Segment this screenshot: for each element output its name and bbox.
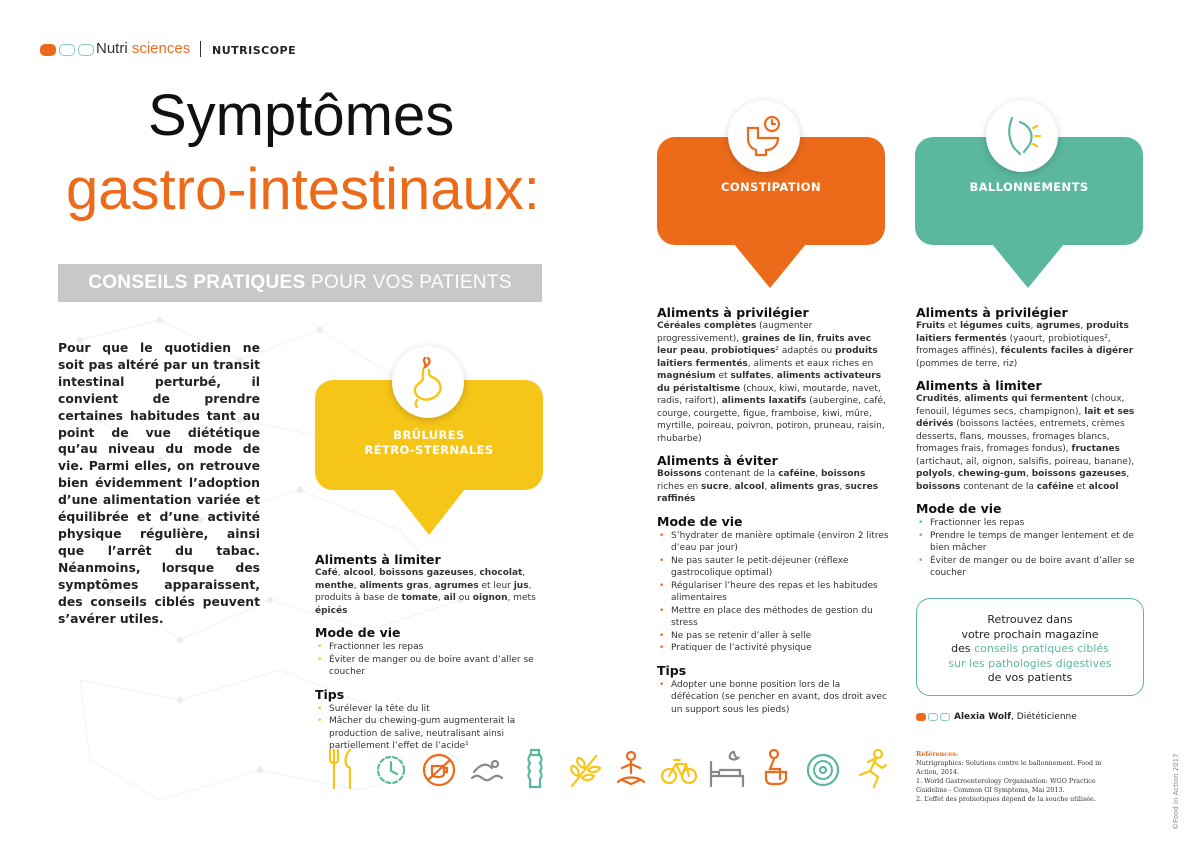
brulures-heading-lifestyle: Mode de vie [315, 625, 401, 640]
toilet-icon [756, 746, 794, 792]
author-logo-icon [916, 713, 950, 721]
bold-text: boissons [916, 481, 961, 492]
bold-text: sulfates [730, 371, 772, 381]
author: Alexia Wolf, Diététicienne [916, 712, 1077, 722]
runner-icon [852, 746, 890, 792]
text: et [715, 371, 731, 381]
text: , aliments et eaux riches en [747, 358, 874, 369]
list-item: • Régulariser l’heure des repas et les habitudes alimentaires [657, 580, 889, 605]
rich-text [916, 321, 1133, 369]
text: , [353, 580, 360, 591]
intro-paragraph: Pour que le quotidien ne soit pas altéré par un transit intestinal perturbé, il convient de prendre certaines habitudes tant au point de vue diététique qu’au niveau du mode de vie. Parmi elles, on retrouve bien évidemment l’adoption d’une alimentation variée et équilibrée et d’une activité physique régulière, ainsi que l’arrêt du tabac. Néanmoins, lorsque des symptômes apparaissent, des conseils ciblés peuvent s’avérer utiles. [58, 340, 260, 626]
ballonnements-lifestyle-list [916, 517, 1146, 580]
text: , [811, 333, 818, 344]
bold-text: menthe [315, 580, 354, 591]
bold-text: ail [443, 593, 456, 603]
list-item: • Mâcher du chewing-gum augmenterait la production de salive, neutralisant ainsi partiellement l’effet de l’acide¹ [315, 715, 547, 753]
text: , [473, 568, 480, 578]
bed-icon [708, 746, 746, 792]
brulures-heading-limit: Aliments à limiter [315, 552, 441, 567]
ballonnements-heading-prefer: Aliments à privilégier [916, 305, 1068, 320]
text: , mets [507, 593, 536, 603]
water-bottle-icon [516, 746, 554, 792]
text: riches en [657, 481, 702, 492]
brulures-advice [315, 552, 547, 761]
text: et [1073, 481, 1089, 492]
bold-text: légumes cuits [959, 321, 1031, 331]
brulures-lifestyle-list [315, 641, 547, 679]
bold-text: Fruits [916, 321, 946, 331]
promo-line-4: sur les pathologies digestives [948, 656, 1112, 670]
constipation-label: CONSTIPATION [721, 180, 821, 194]
text: (augmenter progressivement), [657, 321, 813, 344]
bold-text: alcool [343, 568, 374, 578]
text: , [1030, 321, 1037, 331]
text: (pommes de terre, riz) [916, 358, 1018, 369]
meditation-icon [612, 746, 650, 792]
constipation-heading-avoid: Aliments à éviter [657, 453, 778, 468]
text: , [522, 568, 526, 578]
brulures-bubble-tail [393, 489, 465, 535]
text: , [428, 580, 435, 591]
bold-text: agrumes [434, 580, 479, 591]
ballonnements-heading-limit: Aliments à limiter [916, 378, 1042, 393]
constipation-heading-lifestyle: Mode de vie [657, 513, 743, 529]
bold-text: aliments laxatifs [721, 396, 807, 406]
promo-line-2: votre prochain magazine [961, 627, 1099, 641]
ballonnements-label: BALLONNEMENTS [969, 180, 1089, 194]
text: , [337, 568, 344, 578]
bold-text: boissons gazeuses [379, 568, 474, 578]
ballonnements-bubble-tail [992, 244, 1064, 288]
constipation-bubble-tail [734, 244, 806, 288]
promo-line-3: des conseils pratiques ciblés [951, 642, 1109, 655]
bold-text: graines de lin [742, 333, 812, 344]
bold-text: fructanes [1071, 444, 1120, 454]
bloated-belly-icon [986, 100, 1058, 172]
toilet-clock-icon [728, 100, 800, 172]
header-separator [200, 41, 201, 57]
brulures-tips-list [315, 703, 547, 753]
rich-text [315, 568, 536, 616]
list-item: • Ne pas sauter le petit-déjeuner (réflexe gastrocolique optimal) [657, 555, 889, 580]
bold-text: jus [513, 580, 529, 591]
brulures-limit-text [315, 567, 547, 617]
bold-text: caféine [1036, 481, 1074, 492]
bold-text: oignon [472, 593, 508, 603]
brulures-label-1: BRÛLURES [393, 428, 465, 442]
text: et [945, 321, 960, 331]
text: , produits à base de [315, 580, 532, 603]
section-name: NUTRISCOPE [212, 44, 297, 57]
text: , [839, 481, 846, 492]
brand-name: Nutri sciences [96, 40, 191, 57]
list-item: • Ne pas se retenir d’aller à selle [657, 630, 889, 643]
bold-text: féculents faciles à digérer [1000, 346, 1134, 356]
bold-text: Céréales complètes [657, 321, 757, 331]
promo-line-1: Retrouvez dans [987, 613, 1073, 626]
bold-text: alcool [734, 481, 765, 492]
bold-text: aliments qui fermentent [964, 394, 1088, 404]
bold-text: épicés [315, 605, 348, 616]
text: (aubergine, café, courge, courgette, figue, framboise, kiwi, mûre, myrtille, poireau, poivron, potiron, pruneau, raisin, rhubarbe) [657, 396, 886, 444]
stomach-icon [392, 346, 464, 418]
constipation-heading-tips: Tips [657, 662, 687, 678]
text: et leur [478, 580, 514, 591]
bold-text: probiotiques [710, 346, 776, 356]
text: (artichaut, ail, oignon, salsifis, poireau, banane), [916, 456, 1135, 467]
banner: CONSEILS PRATIQUES POUR VOS PATIENTS [58, 264, 542, 302]
constipation-advice [657, 305, 889, 724]
bold-text: boissons [820, 469, 866, 479]
bold-text: aliments activateurs du péristaltisme [657, 371, 882, 394]
text: , [1126, 469, 1130, 479]
list-item: • Fractionner les repas [916, 517, 1146, 530]
text: , [764, 481, 771, 492]
bold-text: sucre [701, 481, 729, 492]
list-item: • Adopter une bonne position lors de la défécation (se pencher en avant, dos droit avec un support sous les pieds) [657, 679, 889, 717]
constipation-avoid-text [657, 468, 889, 506]
text: (yaourt, probiotiques², fromages affinés), [916, 333, 1111, 356]
clock-icon [372, 746, 410, 792]
bold-text: Crudités [916, 394, 959, 404]
swimmer-icon [468, 746, 506, 792]
constipation-tips-list [657, 679, 889, 717]
text: , [705, 346, 711, 356]
ballonnements-heading-lifestyle: Mode de vie [916, 501, 1002, 516]
grain-icon [564, 746, 602, 792]
no-coffee-icon [420, 746, 458, 792]
rich-text [916, 394, 1134, 492]
text: , [771, 371, 777, 381]
constipation-prefer-text [657, 320, 889, 445]
list-item: • S’hydrater de manière optimale (environ 2 litres d’eau par jour) [657, 530, 889, 555]
bold-text: alcool [1088, 481, 1119, 492]
text: (choux, fenouil, légumes secs, champignon), [916, 394, 1125, 417]
text: (boissons lactées, entremets, crèmes desserts, flans, mousses, fromages blancs, fromages frais, fromages fondus), [916, 419, 1125, 454]
bold-text: chewing-gum [957, 469, 1026, 479]
bold-text: tomate [401, 593, 438, 603]
ballonnements-advice [916, 305, 1146, 588]
rich-text [657, 469, 878, 504]
bold-text: agrumes [1036, 321, 1081, 331]
text: , [952, 469, 958, 479]
text: contenant de la [960, 481, 1037, 492]
brand-logo-icon [40, 44, 94, 56]
bold-text: caféine [778, 469, 816, 479]
brulures-heading-tips: Tips [315, 686, 345, 702]
list-item: • Surélever la tête du lit [315, 703, 547, 716]
list-item: • Éviter de manger ou de boire avant d’aller se coucher [916, 555, 1146, 580]
text: , [728, 481, 735, 492]
bold-text: magnésium [657, 371, 716, 381]
title-line-2: gastro-intestinaux: [66, 157, 540, 222]
text: ² adaptés ou [775, 346, 836, 356]
rich-text [657, 321, 886, 444]
bold-text: boissons gazeuses [1031, 469, 1127, 479]
text: , [373, 568, 380, 578]
icon-strip [324, 746, 890, 792]
bold-text: Café [315, 568, 338, 578]
ballonnements-limit-text [916, 393, 1146, 493]
text: ou [455, 593, 473, 603]
list-item: • Prendre le temps de manger lentement et de bien mâcher [916, 530, 1146, 555]
bold-text: lait et ses dérivés [916, 406, 1135, 429]
copyright: ©Food in Action 2017 [1172, 753, 1180, 830]
fork-knife-icon [324, 746, 362, 792]
bicycle-icon [660, 746, 698, 792]
bold-text: sucres raffinés [657, 481, 879, 504]
bold-text: polyols [916, 469, 953, 479]
references: Références: Nutrigraphics: Solutions contre le ballonnement. Food in Action, 2014. 1. World Gastroenterology Organisation: WGO Practice Guideline - Common GI Symptoms, Mai 2013. 2. L’effet des probiotiques dépend de la souche utilisée. [916, 750, 1102, 803]
constipation-heading-prefer: Aliments à privilégier [657, 305, 809, 320]
text: , [815, 469, 821, 479]
list-item: • Pratiquer de l’activité physique [657, 642, 889, 655]
bold-text: produits laitiers fermentés [916, 321, 1129, 344]
text: , [958, 394, 965, 404]
promo-line-5: de vos patients [987, 671, 1073, 684]
bold-text: chocolat [479, 568, 523, 578]
text: , [1026, 469, 1032, 479]
list-item: • Éviter de manger ou de boire avant d’aller se coucher [315, 654, 547, 679]
list-item: • Mettre en place des méthodes de gestion du stress [657, 605, 889, 630]
bold-text: aliments gras [770, 481, 840, 492]
title-line-1: Symptômes [148, 83, 455, 148]
bold-text: aliments gras [359, 580, 429, 591]
bold-text: fruits avec leur peau [657, 333, 872, 356]
bold-text: produits laitiers fermentés [657, 346, 878, 369]
text: contenant de la [701, 469, 779, 479]
promo-box [916, 598, 1144, 696]
constipation-lifestyle-list [657, 530, 889, 655]
brulures-label-2: RÉTRO-STERNALES [364, 443, 494, 457]
kiwi-icon [804, 746, 842, 792]
bold-text: Boissons [657, 469, 702, 479]
ballonnements-prefer-text [916, 320, 1146, 370]
text: , [1080, 321, 1087, 331]
text: , [437, 593, 444, 603]
text: (choux, kiwi, moutarde, navet, radis, raifort), [657, 383, 881, 406]
list-item: • Fractionner les repas [315, 641, 547, 654]
